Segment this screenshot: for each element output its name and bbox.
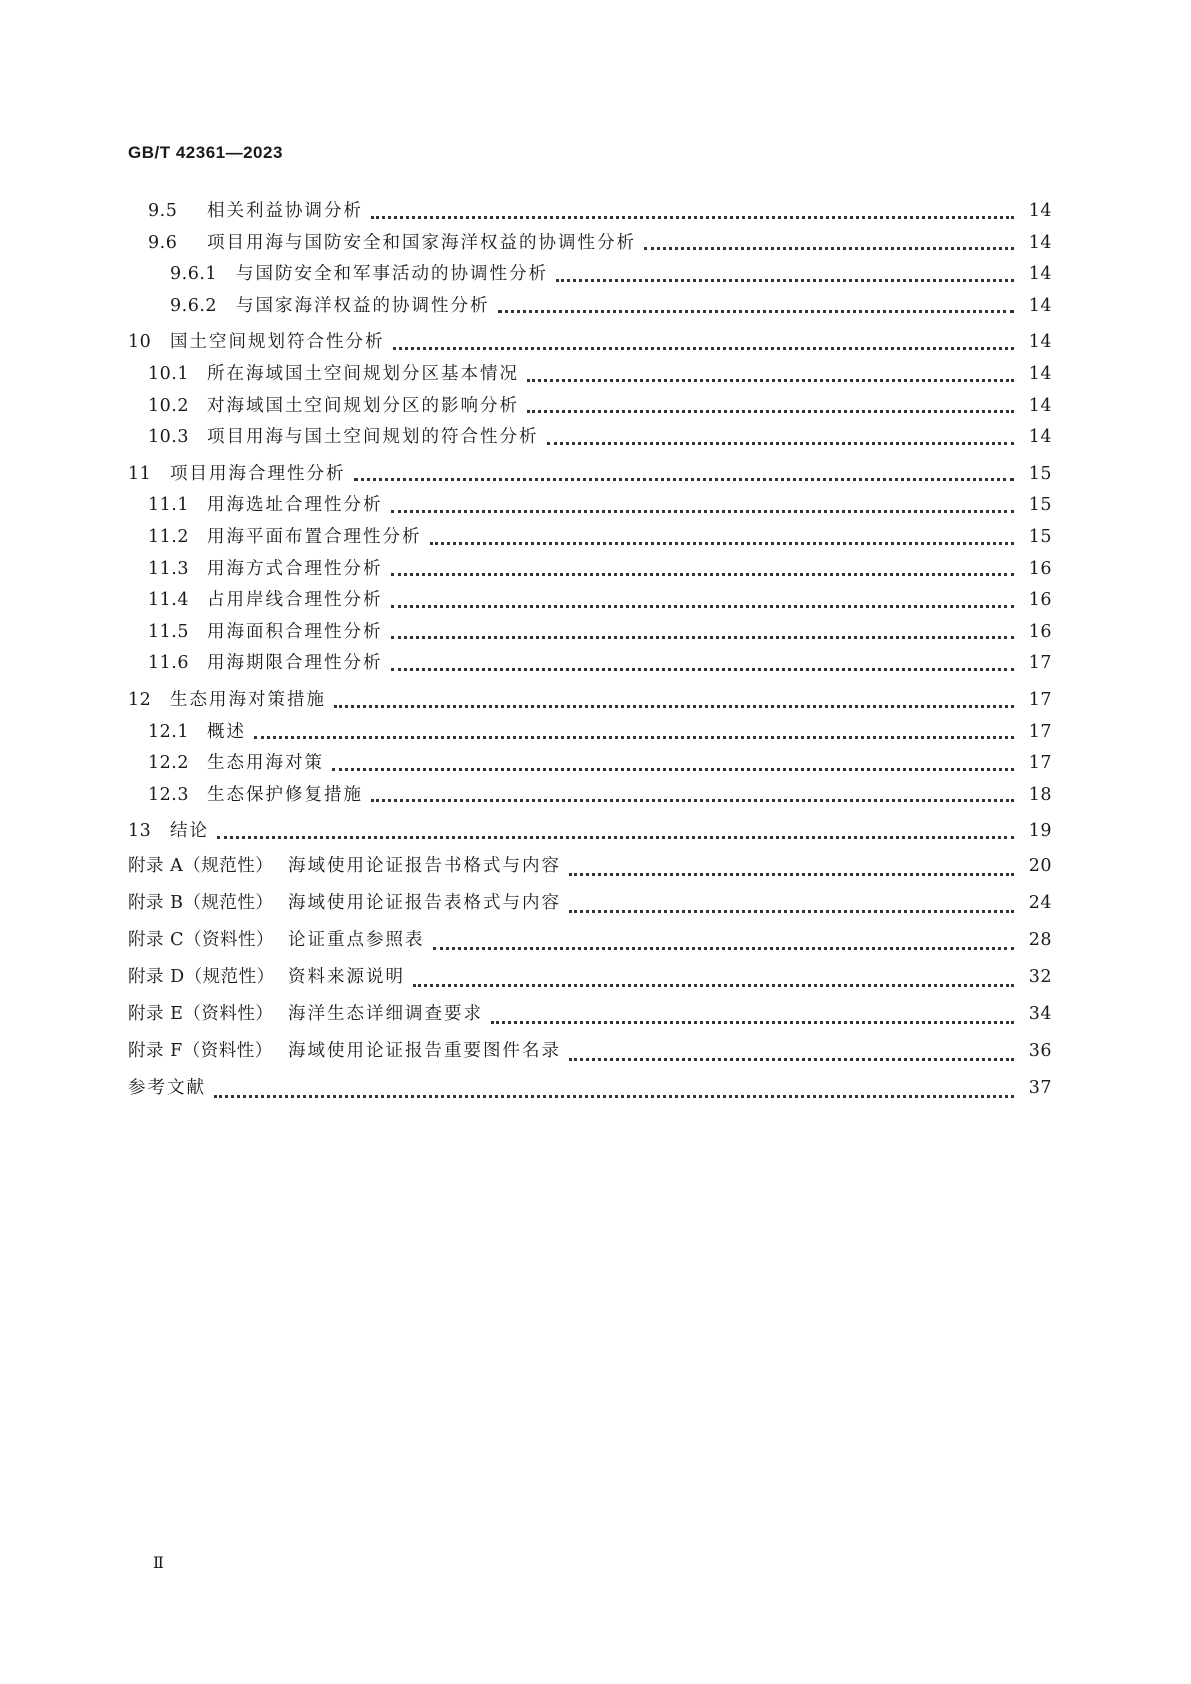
toc-entry[interactable] <box>128 259 1052 291</box>
toc-entry-number: 12 <box>128 689 152 710</box>
toc-entry-number: 附录 C（资料性） <box>128 929 274 950</box>
toc-entry-title: 结论 <box>170 821 209 842</box>
toc-leader-dots <box>569 1056 1014 1061</box>
toc-entry[interactable] <box>128 196 1052 228</box>
toc-entry-page: 14 <box>1028 332 1052 353</box>
toc-entry-page: 37 <box>1028 1077 1052 1098</box>
toc-entry-number: 9.6.2 <box>170 295 218 316</box>
toc-leader-dots <box>413 982 1014 987</box>
toc-entry-page: 17 <box>1028 753 1052 774</box>
toc-leader-dots <box>217 834 1014 839</box>
toc-entry[interactable] <box>128 522 1052 554</box>
toc-entry[interactable] <box>128 885 1052 922</box>
toc-entry-number: 11.2 <box>148 526 189 547</box>
toc-entry-page: 14 <box>1028 295 1052 316</box>
toc-entry-number: 12.2 <box>148 753 189 774</box>
toc-entry[interactable] <box>128 585 1052 617</box>
toc-entry-title: 用海期限合理性分析 <box>207 653 383 674</box>
toc-entry-page: 32 <box>1028 966 1052 987</box>
toc-entry-page: 19 <box>1028 821 1052 842</box>
toc-entry-title: 海洋生态详细调查要求 <box>288 1003 483 1024</box>
toc-leader-dots <box>393 345 1015 350</box>
toc-leader-dots <box>556 277 1014 282</box>
toc-entry-page: 18 <box>1028 784 1052 805</box>
toc-entry-title: 所在海域国土空间规划分区基本情况 <box>207 363 519 384</box>
toc-leader-dots <box>527 377 1014 382</box>
toc-entry-number: 9.6.1 <box>170 264 218 285</box>
toc-leader-dots <box>332 766 1014 771</box>
toc-leader-dots <box>391 666 1015 671</box>
toc-entry-title: 参考文献 <box>128 1077 206 1098</box>
toc-entry-title: 项目用海与国土空间规划的符合性分析 <box>207 427 539 448</box>
toc-entry[interactable] <box>128 327 1052 359</box>
toc-entry-page: 16 <box>1028 590 1052 611</box>
toc-entry-page: 36 <box>1028 1040 1052 1061</box>
toc-entry-number: 附录 D（规范性） <box>128 966 275 987</box>
toc-entry-title: 论证重点参照表 <box>288 929 425 950</box>
toc-entry[interactable] <box>128 617 1052 649</box>
toc-entry-title: 项目用海与国防安全和国家海洋权益的协调性分析 <box>207 232 636 253</box>
toc-leader-dots <box>569 871 1014 876</box>
toc-entry-page: 17 <box>1028 653 1052 674</box>
toc-entry-page: 14 <box>1028 427 1052 448</box>
toc-entry[interactable] <box>128 490 1052 522</box>
toc-entry-number: 13 <box>128 821 152 842</box>
toc-entry-number: 12.1 <box>148 721 189 742</box>
toc-entry-page: 34 <box>1028 1003 1052 1024</box>
toc-entry-title: 用海面积合理性分析 <box>207 621 383 642</box>
toc-entry[interactable] <box>128 816 1052 848</box>
toc-entry[interactable] <box>128 717 1052 749</box>
toc-entry-title: 相关利益协调分析 <box>207 201 363 221</box>
toc-entry-title: 对海域国土空间规划分区的影响分析 <box>207 395 519 416</box>
toc-leader-dots <box>527 408 1014 413</box>
toc-leader-dots <box>391 571 1015 576</box>
toc-entry-title: 占用岸线合理性分析 <box>207 590 383 611</box>
toc-entry-number: 11.5 <box>148 621 189 642</box>
toc-leader-dots <box>547 440 1015 445</box>
toc-entry-page: 14 <box>1028 232 1052 253</box>
toc-entry-number: 11.1 <box>148 495 189 516</box>
toc-leader-dots <box>334 703 1014 708</box>
toc-entry-number: 9.6 <box>148 232 178 253</box>
toc-entry-title: 生态用海对策 <box>207 753 324 774</box>
toc-entry[interactable] <box>128 291 1052 323</box>
toc-entry-number: 10.2 <box>148 395 189 416</box>
toc-entry[interactable] <box>128 391 1052 423</box>
toc-entry-page: 17 <box>1028 689 1052 710</box>
toc-entry-number: 10.3 <box>148 427 189 448</box>
toc-leader-dots <box>391 603 1015 608</box>
toc-entry-page: 20 <box>1028 855 1052 876</box>
toc-entry[interactable] <box>128 422 1052 454</box>
toc-entry-number: 附录 A（规范性） <box>128 855 274 876</box>
toc-entry-number: 附录 B（规范性） <box>128 892 274 913</box>
toc-entry-page: 14 <box>1028 363 1052 384</box>
toc-entry-page: 16 <box>1028 558 1052 579</box>
toc-entry[interactable] <box>128 228 1052 260</box>
toc-entry-number: 9.5 <box>148 201 178 221</box>
toc-entry-page: 28 <box>1028 929 1052 950</box>
toc-entry-title: 用海选址合理性分析 <box>207 495 383 516</box>
toc-leader-dots <box>644 245 1014 250</box>
toc-leader-dots <box>433 945 1015 950</box>
toc-entry-page: 15 <box>1028 463 1052 484</box>
toc-entry-number: 10 <box>128 332 152 353</box>
toc-leader-dots <box>391 634 1015 639</box>
toc-entry-title: 海域使用论证报告表格式与内容 <box>288 892 561 913</box>
toc-entry[interactable] <box>128 359 1052 391</box>
toc-entry[interactable] <box>128 1070 1052 1107</box>
toc-leader-dots <box>498 308 1015 313</box>
toc-entry[interactable] <box>128 922 1052 959</box>
toc-entry[interactable] <box>128 459 1052 491</box>
toc-entry[interactable] <box>128 748 1052 780</box>
toc-entry-title: 与国家海洋权益的协调性分析 <box>236 295 490 316</box>
toc-entry-page: 14 <box>1028 264 1052 285</box>
toc-entry-page: 14 <box>1028 395 1052 416</box>
toc-entry[interactable] <box>128 996 1052 1033</box>
toc-entry[interactable] <box>128 648 1052 680</box>
toc-entry[interactable] <box>128 1033 1052 1070</box>
toc-entry-title: 生态保护修复措施 <box>207 784 363 805</box>
toc-entry[interactable] <box>128 959 1052 996</box>
table-of-contents <box>128 196 1052 1107</box>
toc-leader-dots <box>569 908 1014 913</box>
toc-leader-dots <box>430 540 1015 545</box>
toc-leader-dots <box>354 476 1015 481</box>
standard-code: GB/T 42361—2023 <box>128 143 283 162</box>
toc-entry-page: 16 <box>1028 621 1052 642</box>
toc-entry-title: 生态用海对策措施 <box>170 689 326 710</box>
toc-entry-title: 资料来源说明 <box>288 966 405 987</box>
toc-entry-title: 项目用海合理性分析 <box>170 463 346 484</box>
toc-entry-number: 11.3 <box>148 558 189 579</box>
toc-entry-number: 附录 E（资料性） <box>128 1003 274 1024</box>
toc-entry-page: 24 <box>1028 892 1052 913</box>
toc-entry-title: 用海平面布置合理性分析 <box>207 526 422 547</box>
toc-entry-page: 14 <box>1028 201 1052 221</box>
toc-entry-page: 15 <box>1028 495 1052 516</box>
toc-entry-title: 海域使用论证报告重要图件名录 <box>288 1040 561 1061</box>
toc-entry-number: 12.3 <box>148 784 189 805</box>
toc-entry[interactable] <box>128 848 1052 885</box>
toc-leader-dots <box>491 1019 1014 1024</box>
toc-entry-title: 与国防安全和军事活动的协调性分析 <box>236 264 548 285</box>
toc-entry[interactable] <box>128 685 1052 717</box>
toc-leader-dots <box>391 508 1015 513</box>
toc-entry-page: 17 <box>1028 721 1052 742</box>
toc-leader-dots <box>371 214 1014 219</box>
toc-entry-number: 附录 F（资料性） <box>128 1040 273 1061</box>
toc-leader-dots <box>214 1093 1014 1098</box>
toc-entry-title: 概述 <box>207 721 246 742</box>
toc-entry-number: 11 <box>128 463 152 484</box>
toc-entry-title: 国土空间规划符合性分析 <box>170 332 385 353</box>
page-number: Ⅱ <box>153 1553 164 1572</box>
toc-entry[interactable] <box>128 780 1052 812</box>
toc-entry-title: 海域使用论证报告书格式与内容 <box>288 855 561 876</box>
toc-leader-dots <box>371 797 1014 802</box>
toc-entry-title: 用海方式合理性分析 <box>207 558 383 579</box>
toc-leader-dots <box>254 734 1014 739</box>
toc-entry-number: 11.4 <box>148 590 189 611</box>
toc-entry-number: 11.6 <box>148 653 189 674</box>
toc-entry-number: 10.1 <box>148 363 189 384</box>
toc-entry[interactable] <box>128 554 1052 586</box>
toc-entry-page: 15 <box>1028 526 1052 547</box>
